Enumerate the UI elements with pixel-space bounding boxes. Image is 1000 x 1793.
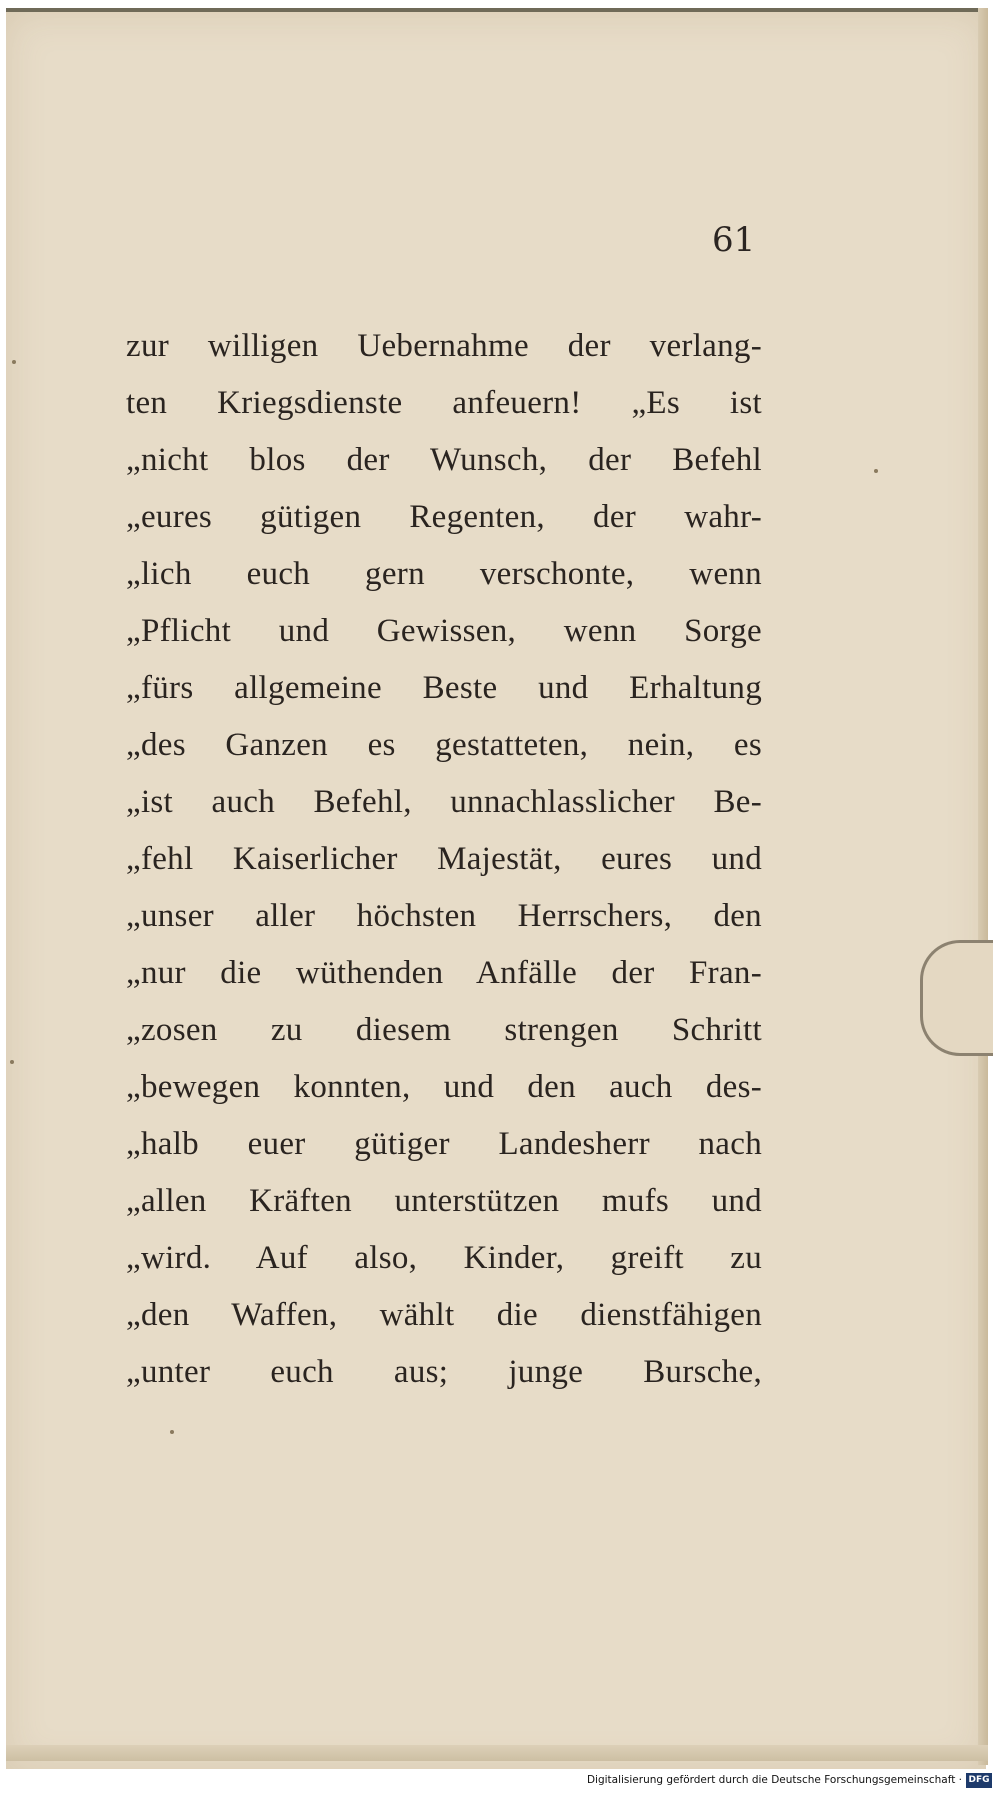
text-line: „unter euch aus; junge Bursche,	[126, 1354, 762, 1390]
text-line: „zosen zu diesem strengen Schritt	[126, 1012, 762, 1048]
paper-speck	[10, 1060, 14, 1064]
text-line: „fürs allgemeine Beste und Erhaltung	[126, 670, 762, 706]
page-number: 61	[712, 220, 756, 260]
text-line: „Pflicht und Gewissen, wenn Sorge	[126, 613, 762, 649]
text-line: ten Kriegsdienste anfeuern! „Es ist	[126, 385, 762, 421]
text-line: „ist auch Befehl, unnachlasslicher Be-	[126, 784, 762, 820]
text-line: „des Ganzen es gestatteten, nein, es	[126, 727, 762, 763]
text-line: zur willigen Uebernahme der verlang-	[126, 328, 762, 364]
text-line: „bewegen konnten, und den auch des-	[126, 1069, 762, 1105]
page-edge-bottom	[6, 1745, 988, 1761]
text-line: „wird. Auf also, Kinder, greift zu	[126, 1240, 762, 1276]
digitization-footer	[0, 1770, 1000, 1793]
text-line: „halb euer gütiger Landesherr nach	[126, 1126, 762, 1162]
text-line: „nicht blos der Wunsch, der Befehl	[126, 442, 762, 478]
paper-speck	[874, 469, 878, 473]
text-line: „unser aller höchsten Herrschers, den	[126, 898, 762, 934]
text-line: „lich euch gern verschonte, wenn	[126, 556, 762, 592]
paper-speck	[170, 1430, 174, 1434]
paper-speck	[12, 360, 16, 364]
text-line: „den Waffen, wählt die dienstfähigen	[126, 1297, 762, 1333]
body-text	[126, 318, 762, 1401]
text-line: „fehl Kaiserlicher Majestät, eures und	[126, 841, 762, 877]
funding-credit: Digitalisierung gefördert durch die Deutsche Forschungsgemeinschaft ·	[586, 1774, 962, 1786]
dfg-logo: DFG	[966, 1773, 992, 1788]
text-line: „allen Kräften unterstützen mufs und	[126, 1183, 762, 1219]
page-edge-right	[978, 8, 988, 1765]
text-line: „eures gütigen Regenten, der wahr-	[126, 499, 762, 535]
thumb-tab-marker	[920, 940, 993, 1056]
text-line: „nur die wüthenden Anfälle der Fran-	[126, 955, 762, 991]
